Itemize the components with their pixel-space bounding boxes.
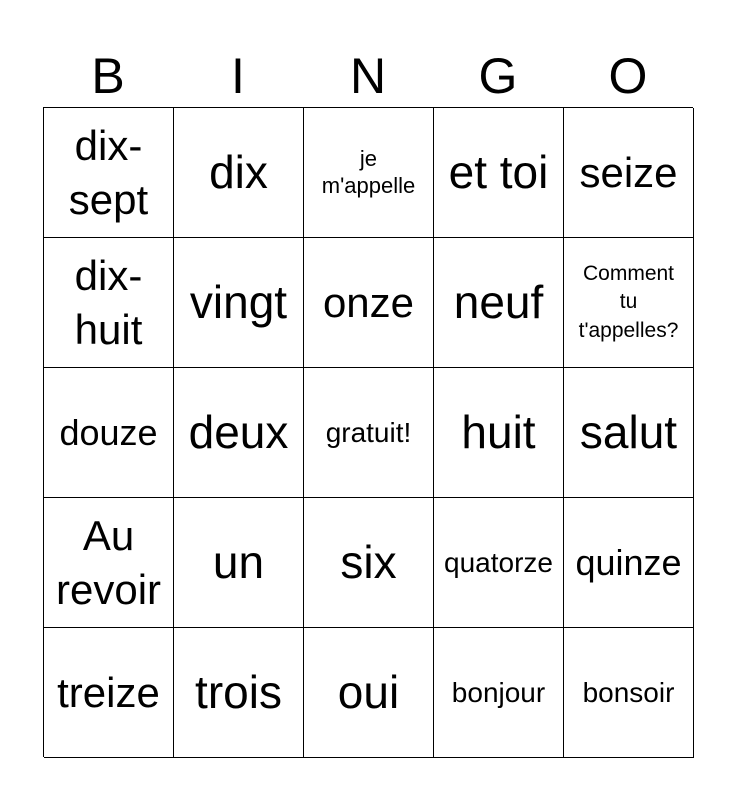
bingo-board bbox=[43, 107, 693, 757]
bingo-cell[interactable]: salut bbox=[564, 368, 694, 498]
bingo-cell[interactable]: six bbox=[304, 498, 434, 628]
bingo-cell[interactable]: quatorze bbox=[434, 498, 564, 628]
bingo-cell[interactable]: quinze bbox=[564, 498, 694, 628]
bingo-cell[interactable]: bonjour bbox=[434, 628, 564, 758]
bingo-cell[interactable]: Au revoir bbox=[44, 498, 174, 628]
bingo-cell[interactable]: douze bbox=[44, 368, 174, 498]
bingo-cell[interactable]: treize bbox=[44, 628, 174, 758]
bingo-cell[interactable]: vingt bbox=[174, 238, 304, 368]
bingo-cell[interactable]: deux bbox=[174, 368, 304, 498]
bingo-cell[interactable]: je m'appelle bbox=[304, 108, 434, 238]
header-letter-n: N bbox=[349, 48, 387, 104]
bingo-header bbox=[43, 48, 693, 104]
header-letter-g: G bbox=[478, 48, 518, 104]
header-letter-o: O bbox=[608, 48, 648, 104]
bingo-cell[interactable]: et toi bbox=[434, 108, 564, 238]
bingo-cell[interactable]: bonsoir bbox=[564, 628, 694, 758]
header-letter-i: I bbox=[231, 48, 245, 104]
bingo-cell[interactable]: seize bbox=[564, 108, 694, 238]
bingo-cell[interactable]: un bbox=[174, 498, 304, 628]
header-letter-b: B bbox=[91, 48, 125, 104]
bingo-cell[interactable]: neuf bbox=[434, 238, 564, 368]
bingo-cell[interactable]: gratuit! bbox=[304, 368, 434, 498]
bingo-cell[interactable]: dix- sept bbox=[44, 108, 174, 238]
bingo-cell[interactable]: trois bbox=[174, 628, 304, 758]
bingo-cell[interactable]: Comment tu t'appelles? bbox=[564, 238, 694, 368]
bingo-cell[interactable]: dix bbox=[174, 108, 304, 238]
bingo-cell[interactable]: oui bbox=[304, 628, 434, 758]
bingo-cell[interactable]: huit bbox=[434, 368, 564, 498]
bingo-cell[interactable]: onze bbox=[304, 238, 434, 368]
bingo-cell[interactable]: dix- huit bbox=[44, 238, 174, 368]
